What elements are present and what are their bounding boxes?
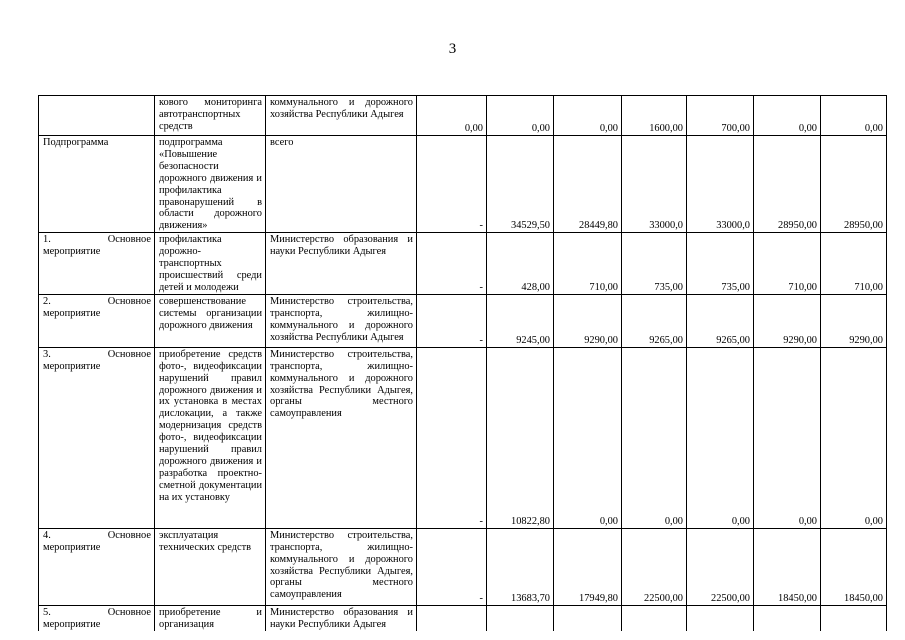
amount-cell: 34529,50	[487, 136, 554, 233]
amount-cell: 0,00	[821, 96, 887, 136]
amount-cell: 9290,00	[821, 294, 887, 347]
activity-name-cell: эксплуатация технических средств	[155, 528, 266, 605]
amount-cell: 735,00	[687, 233, 754, 295]
amount-cell: 710,00	[821, 233, 887, 295]
amount-cell	[754, 605, 821, 630]
amount-cell	[487, 605, 554, 630]
amount-cell: 10822,80	[487, 347, 554, 528]
activity-name-cell: приобретение и организация	[155, 605, 266, 630]
amount-cell: 710,00	[554, 233, 622, 295]
amount-cell	[417, 605, 487, 630]
amount-cell: 9245,00	[487, 294, 554, 347]
amount-cell: 0,00	[687, 347, 754, 528]
amount-cell: 22500,00	[687, 528, 754, 605]
amount-cell: 700,00	[687, 96, 754, 136]
amount-cell: 0,00	[417, 96, 487, 136]
activity-type-cell: 3. Основное мероприятие	[39, 347, 155, 528]
amount-cell: 0,00	[754, 347, 821, 528]
amount-cell: 0,00	[554, 96, 622, 136]
table-row	[39, 294, 887, 347]
table-row	[39, 528, 887, 605]
amount-cell: -	[417, 528, 487, 605]
amount-cell: 33000,0	[622, 136, 687, 233]
amount-cell: 28950,00	[754, 136, 821, 233]
executor-cell: Министерство строительства, транспорта, жилищно-коммунального и дорожного хозяйства Республики Адыгея	[266, 294, 417, 347]
amount-cell	[687, 605, 754, 630]
amount-cell: 13683,70	[487, 528, 554, 605]
amount-cell	[554, 605, 622, 630]
amount-cell: 0,00	[487, 96, 554, 136]
amount-cell: 1600,00	[622, 96, 687, 136]
executor-cell: коммунального и дорожного хозяйства Республики Адыгея	[266, 96, 417, 136]
activity-type-cell: 1. Основное мероприятие	[39, 233, 155, 295]
amount-cell: 0,00	[754, 96, 821, 136]
amount-cell: -	[417, 233, 487, 295]
activity-name-cell: профилактика дорожно-транспортных происшествий среди детей и молодежи	[155, 233, 266, 295]
amount-cell: 9265,00	[622, 294, 687, 347]
amount-cell: 28950,00	[821, 136, 887, 233]
activity-type-cell	[39, 96, 155, 136]
activity-name-cell: кового мониторинга автотранспортных средств	[155, 96, 266, 136]
amount-cell: 28449,80	[554, 136, 622, 233]
amount-cell: 9265,00	[687, 294, 754, 347]
activity-name-cell: совершенствование системы организации дорожного движения	[155, 294, 266, 347]
amount-cell: 0,00	[821, 347, 887, 528]
activity-name-cell: приобретение средств фото-, видеофиксации нарушений правил дорожного движения и их установка в местах дислокации, а также модернизация средств фото-, видеофиксации нарушений правил дорожного движения и разработка проектно-сметной документации на их установку	[155, 347, 266, 528]
activity-type-cell: 5. Основное мероприятие	[39, 605, 155, 630]
executor-cell: Министерство строительства, транспорта, жилищно-коммунального и дорожного хозяйства Республики Адыгея, органы местного самоуправления	[266, 347, 417, 528]
activity-type-cell: 2. Основное мероприятие	[39, 294, 155, 347]
amount-cell: 0,00	[554, 347, 622, 528]
budget-table	[38, 95, 887, 631]
table-row	[39, 605, 887, 630]
amount-cell: 735,00	[622, 233, 687, 295]
amount-cell: 9290,00	[554, 294, 622, 347]
activity-type-cell: Подпрограмма	[39, 136, 155, 233]
amount-cell: 0,00	[622, 347, 687, 528]
amount-cell: 33000,0	[687, 136, 754, 233]
amount-cell: 9290,00	[754, 294, 821, 347]
table-body	[39, 96, 887, 631]
amount-cell: -	[417, 136, 487, 233]
activity-type-cell: 4. Основное мероприятие	[39, 528, 155, 605]
amount-cell: -	[417, 347, 487, 528]
executor-cell: Министерство образования и науки Республики Адыгея	[266, 605, 417, 630]
amount-cell: 17949,80	[554, 528, 622, 605]
executor-cell: Министерство строительства, транспорта, жилищно-коммунального и дорожного хозяйства Республики Адыгея, органы местного самоуправления	[266, 528, 417, 605]
activity-name-cell: подпрограмма «Повышение безопасности дорожного движения и профилактика правонарушений в области дорожного движения»	[155, 136, 266, 233]
executor-cell: всего	[266, 136, 417, 233]
amount-cell: -	[417, 294, 487, 347]
amount-cell	[821, 605, 887, 630]
table-row	[39, 136, 887, 233]
page-number: 3	[448, 41, 457, 57]
amount-cell	[622, 605, 687, 630]
table-row	[39, 347, 887, 528]
table-row	[39, 96, 887, 136]
table-row	[39, 233, 887, 295]
amount-cell: 18450,00	[754, 528, 821, 605]
executor-cell: Министерство образования и науки Республики Адыгея	[266, 233, 417, 295]
amount-cell: 710,00	[754, 233, 821, 295]
amount-cell: 22500,00	[622, 528, 687, 605]
amount-cell: 428,00	[487, 233, 554, 295]
amount-cell: 18450,00	[821, 528, 887, 605]
